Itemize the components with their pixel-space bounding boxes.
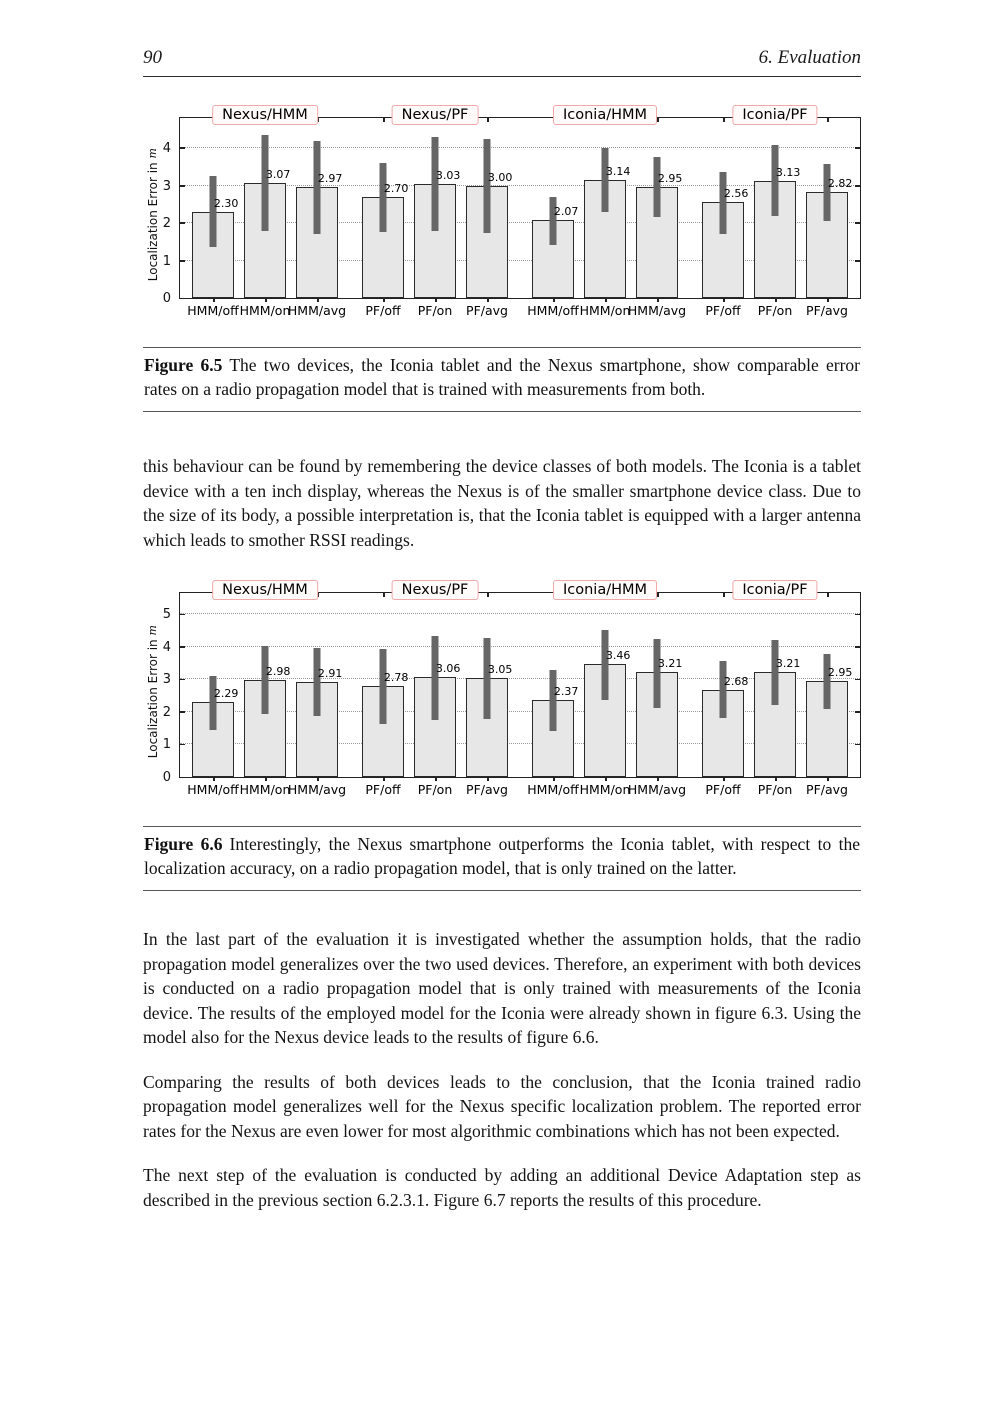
error-bar	[772, 145, 779, 215]
x-tick-mark	[657, 777, 659, 781]
x-tick-mark	[383, 298, 385, 302]
bar-slot	[627, 593, 687, 797]
x-tick-mark-top	[383, 593, 385, 597]
bar-slot	[702, 118, 749, 318]
bar-value-label: 2.56	[723, 187, 749, 201]
group-label: Iconia/PF	[732, 105, 817, 125]
bar-value-label: 2.97	[317, 171, 343, 185]
x-tick-label: HMM/off	[527, 782, 579, 797]
bar-group	[527, 582, 687, 797]
y-tick-mark	[180, 679, 185, 681]
bar-value-label: 2.37	[553, 684, 579, 698]
bar-value-label: 3.07	[265, 167, 291, 181]
x-tick-mark	[383, 777, 385, 781]
figure-6-6-caption	[143, 826, 861, 891]
x-tick-mark	[605, 298, 607, 302]
x-tick-mark	[213, 298, 215, 302]
group-label: Iconia/HMM	[553, 580, 657, 600]
bar-group	[362, 107, 513, 318]
bar-slot	[362, 593, 409, 797]
bar-slot	[362, 118, 409, 318]
error-bar	[654, 639, 661, 708]
x-tick-mark	[723, 298, 725, 302]
bar-group	[187, 582, 347, 797]
figure-6-5-caption	[143, 347, 861, 412]
bar-value-label: 3.14	[605, 165, 631, 179]
error-bar	[772, 640, 779, 704]
y-tick-mark	[855, 260, 860, 262]
error-bar	[720, 172, 727, 233]
y-tick-mark	[180, 147, 185, 149]
bar-slot	[702, 593, 749, 797]
figure-6-5-block	[143, 107, 861, 412]
content-column	[143, 0, 861, 1212]
y-axis-label	[146, 625, 160, 758]
x-tick-mark	[827, 777, 829, 781]
bar-slot	[414, 593, 461, 797]
y-axis-label-text: Localization Error in	[146, 635, 160, 759]
bar-group	[527, 107, 687, 318]
x-tick-mark-top	[383, 118, 385, 122]
bar-group	[702, 107, 853, 318]
x-tick-mark	[435, 777, 437, 781]
error-bar	[262, 646, 269, 714]
error-bar	[314, 648, 321, 716]
error-bar	[602, 148, 609, 212]
group-label: Iconia/HMM	[553, 105, 657, 125]
bar-value-label: 3.05	[487, 662, 513, 676]
x-tick-label: PF/on	[757, 303, 793, 318]
y-tick-mark	[180, 222, 185, 224]
plot-area	[162, 107, 861, 318]
x-tick-mark	[317, 298, 319, 302]
y-axis-label	[146, 148, 160, 281]
error-bar	[432, 137, 439, 232]
x-tick-mark	[487, 298, 489, 302]
error-bar	[550, 197, 557, 245]
error-bar	[210, 176, 217, 247]
figure-6-6-block	[143, 582, 861, 891]
bar-group	[187, 107, 347, 318]
x-tick-label: HMM/on	[579, 303, 631, 318]
error-bar	[654, 157, 661, 217]
x-tick-label: HMM/off	[187, 303, 239, 318]
x-tick-mark	[775, 777, 777, 781]
y-tick-mark	[180, 185, 185, 187]
x-tick-label: HMM/on	[239, 303, 291, 318]
bar-value-label: 2.95	[827, 665, 853, 679]
bar-value-label: 2.82	[827, 177, 853, 191]
y-tick-mark	[855, 679, 860, 681]
y-tick-mark	[180, 260, 185, 262]
bar-groups-row	[180, 107, 860, 318]
x-tick-label: PF/avg	[806, 303, 848, 318]
bar-value-label: 2.68	[723, 674, 749, 688]
bar-value-label: 3.46	[605, 649, 631, 663]
group-label: Nexus/HMM	[212, 105, 318, 125]
y-axis-unit: m	[146, 148, 159, 159]
x-tick-label: PF/avg	[466, 303, 508, 318]
y-tick-mark	[855, 711, 860, 713]
x-tick-label: PF/avg	[466, 782, 508, 797]
bar-groups-row	[180, 582, 860, 797]
bar-slot	[239, 118, 291, 318]
y-tick-label: 1	[162, 737, 171, 753]
bar-value-label: 3.13	[775, 165, 801, 179]
bar-value-label: 2.29	[213, 687, 239, 701]
bar-value-label: 2.91	[317, 667, 343, 681]
error-bar	[314, 141, 321, 235]
x-tick-mark	[657, 298, 659, 302]
bar-slot	[466, 118, 513, 318]
chapter-title: 6. Evaluation	[758, 47, 861, 68]
x-tick-mark	[605, 777, 607, 781]
y-tick-label: 0	[162, 770, 171, 785]
x-tick-mark-top	[723, 118, 725, 122]
x-tick-mark-top	[657, 593, 659, 597]
y-tick-mark	[180, 614, 185, 616]
error-bar	[484, 638, 491, 719]
bar-value-label: 3.21	[775, 657, 801, 671]
x-tick-mark-top	[827, 118, 829, 122]
y-tick-mark	[855, 222, 860, 224]
bar-slot	[187, 593, 239, 797]
bar-value-label: 3.06	[435, 662, 461, 676]
error-bar	[720, 661, 727, 718]
x-tick-mark-top	[657, 118, 659, 122]
bar-slot	[287, 118, 347, 318]
plot-area	[162, 582, 861, 797]
bar-value-label: 2.70	[383, 181, 409, 195]
bar-value-label: 3.21	[657, 657, 683, 671]
bar-slot	[754, 118, 801, 318]
x-tick-label: HMM/on	[579, 782, 631, 797]
bar-slot	[239, 593, 291, 797]
error-bar	[262, 135, 269, 231]
x-tick-mark	[265, 298, 267, 302]
figure-6-6-caption-text: Interestingly, the Nexus smartphone outperforms the Iconia tablet, with respect to the localization accuracy, on a radio propagation model, that is only trained on the latter.	[144, 834, 860, 878]
y-tick-label: 1	[162, 253, 171, 269]
bar-slot	[579, 118, 631, 318]
x-tick-label: PF/on	[417, 782, 453, 797]
y-tick-label: 4	[162, 639, 171, 655]
group-label: Nexus/HMM	[212, 580, 318, 600]
error-bar	[824, 654, 831, 708]
bar-group	[362, 582, 513, 797]
bar-value-label: 2.30	[213, 196, 239, 210]
y-axis-label-text: Localization Error in	[146, 158, 160, 282]
y-tick-label: 0	[162, 291, 171, 306]
x-tick-mark-top	[487, 593, 489, 597]
y-tick-mark	[180, 744, 185, 746]
paragraph-next-step: The next step of the evaluation is conducted by adding an additional Device Adaptation step as described in the previous section 6.2.3.1. Figure 6.7 reports the results of this procedure.	[143, 1165, 861, 1210]
x-tick-mark-top	[827, 593, 829, 597]
x-tick-mark	[435, 298, 437, 302]
page-number: 90	[143, 47, 162, 68]
x-tick-mark	[553, 777, 555, 781]
group-label: Nexus/PF	[392, 580, 479, 600]
x-tick-label: PF/off	[705, 782, 741, 797]
figure-6-5-caption-label: Figure 6.5	[144, 355, 223, 375]
bar-slot	[187, 118, 239, 318]
x-tick-label: PF/off	[365, 303, 401, 318]
x-tick-mark	[213, 777, 215, 781]
bar-value-label: 2.78	[383, 671, 409, 685]
paragraph-comparing-results: Comparing the results of both devices leads to the conclusion, that the Iconia trained radio propagation model generalizes well for the Nexus specific localization problem. The reported error rates for the Nexus are even lower for most algorithmic combinations which has not been expected.	[143, 1071, 861, 1141]
y-tick-label: 2	[162, 216, 171, 231]
x-tick-mark	[553, 298, 555, 302]
x-tick-label: PF/avg	[806, 782, 848, 797]
bar-value-label: 2.95	[657, 172, 683, 186]
x-tick-label: HMM/avg	[627, 303, 687, 318]
figure-6-6-caption-label: Figure 6.6	[144, 834, 223, 854]
bar-slot	[627, 118, 687, 318]
x-tick-label: HMM/off	[187, 782, 239, 797]
bar-slot	[414, 118, 461, 318]
y-tick-mark	[855, 185, 860, 187]
error-bar	[550, 670, 557, 731]
x-tick-mark	[487, 777, 489, 781]
x-tick-label: HMM/on	[239, 782, 291, 797]
error-bar	[380, 649, 387, 724]
y-tick-label: 3	[162, 178, 171, 194]
x-tick-label: HMM/avg	[287, 782, 347, 797]
bar-value-label: 2.98	[265, 664, 291, 678]
bar-slot	[287, 593, 347, 797]
y-axis-unit: m	[146, 625, 159, 636]
error-bar	[210, 676, 217, 730]
bar-slot	[527, 118, 579, 318]
x-tick-mark	[265, 777, 267, 781]
y-tick-mark	[180, 711, 185, 713]
x-tick-label: PF/on	[757, 782, 793, 797]
y-tick-label: 4	[162, 141, 171, 156]
y-tick-mark	[855, 147, 860, 149]
error-bar	[380, 163, 387, 232]
figure-6-5-caption-text: The two devices, the Iconia tablet and the Nexus smartphone, show comparable error rates on a radio propagation model that is trained with measurements from both.	[144, 355, 860, 399]
x-tick-label: HMM/avg	[627, 782, 687, 797]
y-tick-mark	[855, 646, 860, 648]
bar-slot	[806, 118, 853, 318]
bar-slot	[527, 593, 579, 797]
x-tick-label: PF/off	[705, 303, 741, 318]
bar-value-label: 2.07	[553, 205, 579, 219]
group-label: Iconia/PF	[732, 580, 817, 600]
x-tick-label: HMM/avg	[287, 303, 347, 318]
y-tick-label: 5	[162, 607, 171, 623]
bar-slot	[806, 593, 853, 797]
error-bar	[602, 630, 609, 700]
paragraph-device-classes: this behaviour can be found by remembering the device classes of both models. The Iconia is a tablet device with a ten inch display, whereas the Nexus is of the smaller smartphone device class. Due to the size of its body, a possible interpretation is, that the Iconia tablet is equipped with a larger antenna which leads to smother RSSI readings.	[143, 456, 861, 550]
error-bar	[484, 139, 491, 234]
y-tick-mark	[855, 744, 860, 746]
x-tick-label: HMM/off	[527, 303, 579, 318]
chart-figure-6-6	[143, 582, 861, 802]
chart-figure-6-5	[143, 107, 861, 323]
bar-slot	[466, 593, 513, 797]
x-tick-mark	[827, 298, 829, 302]
y-tick-label: 2	[162, 704, 171, 720]
x-tick-label: PF/on	[417, 303, 453, 318]
bar-slot	[754, 593, 801, 797]
x-tick-mark-top	[487, 118, 489, 122]
page-header	[143, 47, 861, 77]
paragraph-last-part-evaluation: In the last part of the evaluation it is investigated whether the assumption holds, that the radio propagation model generalizes over the two used devices. Therefore, an experiment with both devices is conducted on a radio propagation model that is only trained with measurements of the Iconia device. The results of the employed model for the Iconia were already shown in figure 6.3. Using the model also for the Nexus device leads to the results of figure 6.6.	[143, 929, 861, 1047]
group-label: Nexus/PF	[392, 105, 479, 125]
error-bar	[432, 636, 439, 720]
bar-value-label: 3.00	[487, 170, 513, 184]
x-tick-mark	[775, 298, 777, 302]
y-tick-mark	[855, 614, 860, 616]
x-tick-mark	[723, 777, 725, 781]
bar-slot	[579, 593, 631, 797]
bar-value-label: 3.03	[435, 169, 461, 183]
error-bar	[824, 164, 831, 221]
x-tick-mark-top	[723, 593, 725, 597]
x-tick-mark	[317, 777, 319, 781]
y-tick-label: 3	[162, 672, 171, 688]
x-tick-label: PF/off	[365, 782, 401, 797]
y-tick-mark	[180, 646, 185, 648]
bar-group	[702, 582, 853, 797]
